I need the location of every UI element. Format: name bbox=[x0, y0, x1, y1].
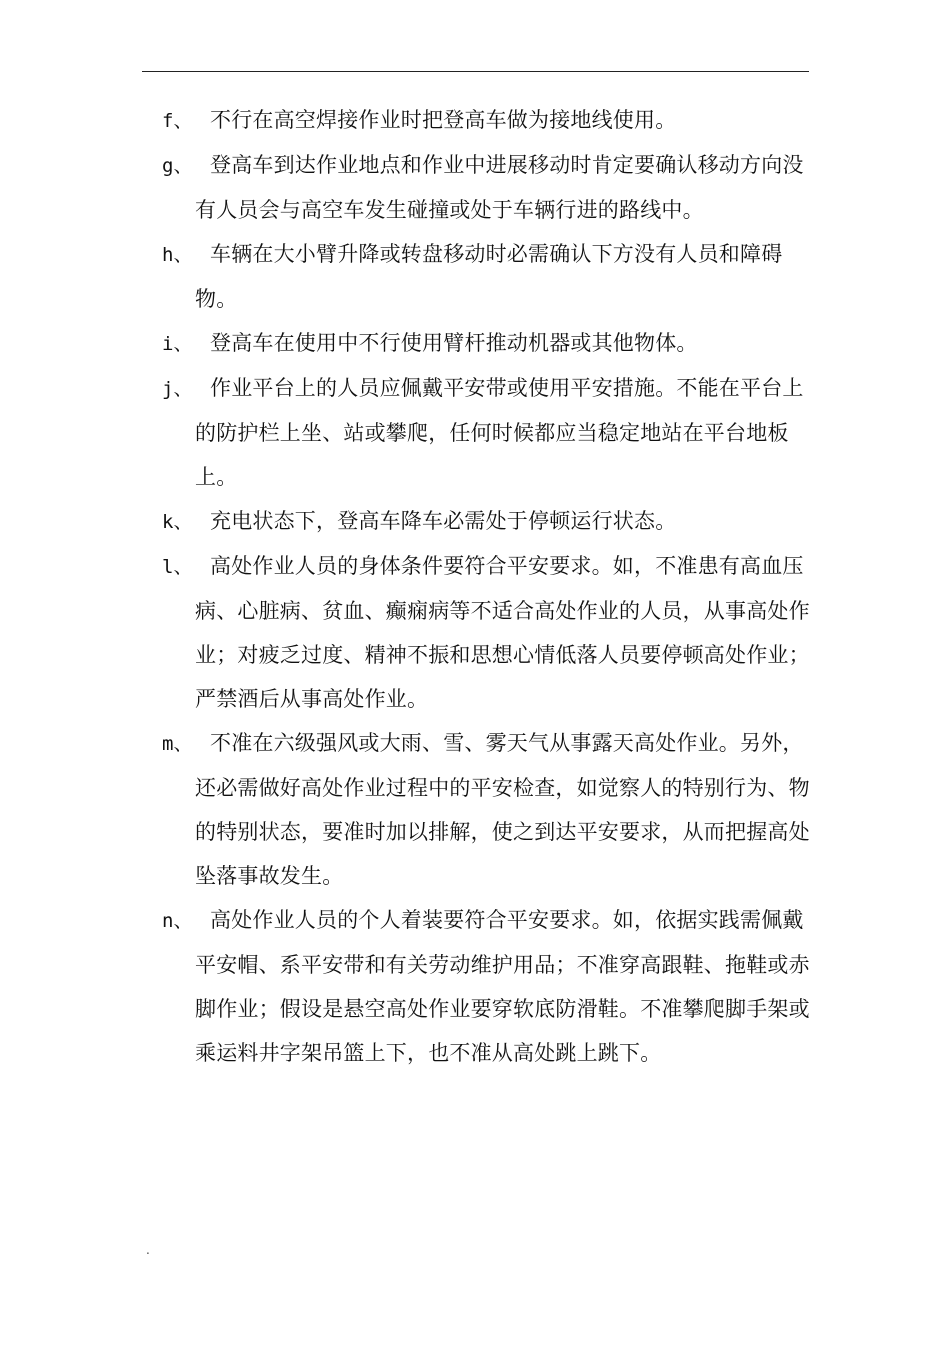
list-item-text: 不准在六级强风或大雨、雪、雾天气从事露天高处作业。另外，还必需做好高处作业过程中的平安检查，如觉察人的特别行为、物的特别状态，要准时加以排解，使之到达平安要求，从而把握高处坠落事故发生。 bbox=[195, 731, 810, 888]
list-marker: g、 bbox=[162, 155, 193, 177]
list-item-n bbox=[162, 898, 822, 1075]
list-item-j bbox=[162, 366, 822, 499]
list-item-text: 充电状态下，登高车降车必需处于停顿运行状态。 bbox=[210, 509, 677, 533]
list-item-text: 车辆在大小臂升降或转盘移动时必需确认下方没有人员和障碍物。 bbox=[195, 242, 783, 311]
document-body bbox=[162, 98, 822, 1075]
list-item-g bbox=[162, 143, 822, 232]
list-item-f bbox=[162, 98, 822, 143]
list-item-h bbox=[162, 232, 822, 321]
list-item-text: 登高车到达作业地点和作业中进展移动时肯定要确认移动方向没有人员会与高空车发生碰撞或处于车辆行进的路线中。 bbox=[195, 153, 804, 222]
list-item-i bbox=[162, 321, 822, 366]
list-marker: m、 bbox=[162, 733, 193, 755]
list-item-l bbox=[162, 544, 822, 721]
list-item-text: 高处作业人员的个人着装要符合平安要求。如，依据实践需佩戴平安帽、系平安带和有关劳动维护用品；不准穿高跟鞋、拖鞋或赤脚作业；假设是悬空高处作业要穿软底防滑鞋。不准攀爬脚手架或乘运料井字架吊篮上下，也不准从高处跳上跳下。 bbox=[195, 908, 810, 1065]
list-item-text: 不行在高空焊接作业时把登高车做为接地线使用。 bbox=[210, 108, 677, 132]
list-marker: n、 bbox=[162, 910, 193, 932]
list-marker: h、 bbox=[162, 244, 193, 266]
footer-mark: . bbox=[146, 1243, 150, 1257]
list-item-k bbox=[162, 499, 822, 544]
list-item-text: 登高车在使用中不行使用臂杆推动机器或其他物体。 bbox=[210, 331, 698, 355]
list-marker: f、 bbox=[162, 110, 193, 132]
list-marker: j、 bbox=[162, 378, 193, 400]
list-item-text: 作业平台上的人员应佩戴平安带或使用平安措施。不能在平台上的防护栏上坐、站或攀爬，任何时候都应当稳定地站在平台地板上。 bbox=[195, 376, 804, 489]
header-rule bbox=[142, 71, 809, 72]
list-marker: i、 bbox=[162, 333, 193, 355]
list-marker: l、 bbox=[162, 556, 193, 578]
list-item-text: 高处作业人员的身体条件要符合平安要求。如，不准患有高血压病、心脏病、贫血、癫痫病等不适合高处作业的人员，从事高处作业；对疲乏过度、精神不振和思想心情低落人员要停顿高处作业；严禁酒后从事高处作业。 bbox=[195, 554, 810, 711]
list-item-m bbox=[162, 721, 822, 898]
list-marker: k、 bbox=[162, 511, 193, 533]
